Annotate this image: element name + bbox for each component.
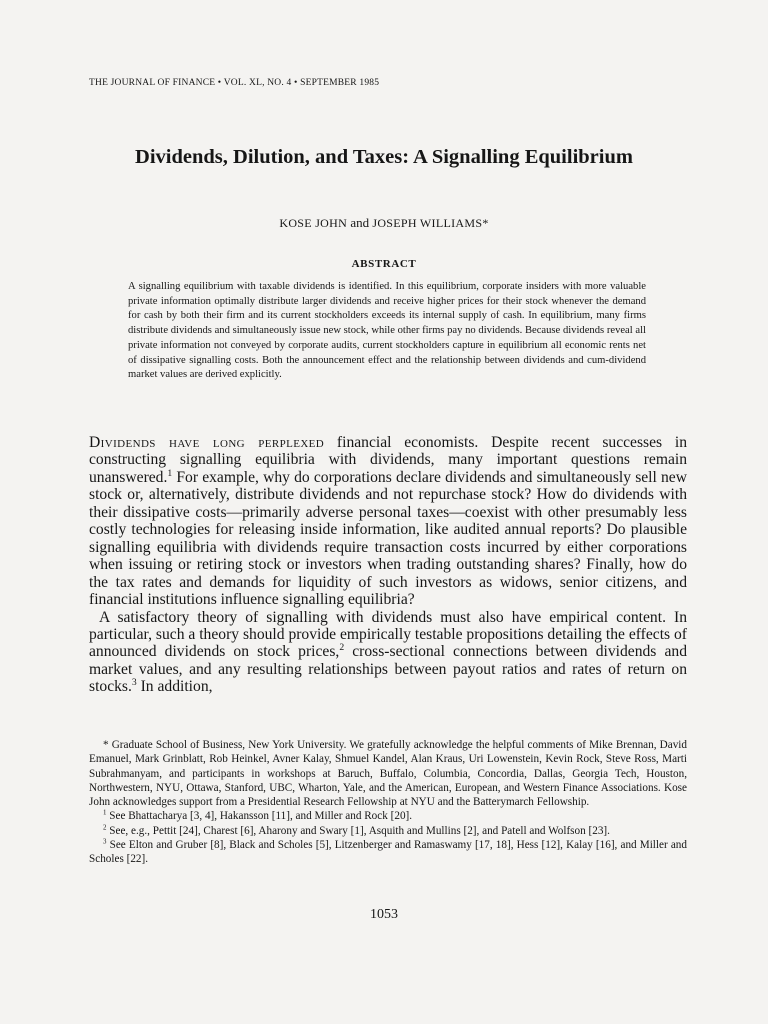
footnote-text: See, e.g., Pettit [24], Charest [6], Aharony and Swary [1], Asquith and Mullins [2], and Patell and Wolfson [23]. xyxy=(106,824,610,837)
abstract-text: A signalling equilibrium with taxable dividends is identified. In this equilibrium, corporate insiders with more valuable private information optimally distribute larger dividends and receive higher prices for their stock whenever the demand for cash by both their firm and its current stockholders exceeds its internal supply of cash. In equilibrium, many firms distribute dividends and simultaneously issue new stock, while other firms pay no dividends. Because dividends reveal all private information not conveyed by corporate audits, current stockholders capture in equilibrium all economic rents net of dissipative signalling costs. Both the announcement effect and the relationship between dividends and cum-dividend market values are derived explicitly. xyxy=(128,281,646,381)
footnotes xyxy=(89,738,687,867)
body-text xyxy=(89,434,687,696)
lead-in-small-caps: Dividends have long perplexed xyxy=(89,434,325,451)
paragraph-text: In addition, xyxy=(136,678,213,696)
footnote-mark: * xyxy=(103,739,109,751)
author-line xyxy=(0,215,768,231)
paragraph-text: For example, why do corporations declare dividends and simultaneously sell new stock or, alternatively, distribute dividends and not repurchase stock? How do dividends with their dissipative costs—primarily adverse personal taxes—coexist with other presumably less costly technologies for releasing inside information, like audited annual reports? Do plausible signalling equilibria with dividends require transaction costs incurred by either corporations when issuing or retiring stock or investors when trading outstanding shares? Finally, how do the tax rates and demands for liquidity of such investors as widows, senior citizens, and financial institutions influence signalling equilibria? xyxy=(89,468,687,609)
author-name: JOSEPH WILLIAMS xyxy=(372,216,483,230)
page-number: 1053 xyxy=(370,907,398,922)
footnote-2 xyxy=(89,824,687,838)
paragraph-text: A satisfactory theory of signalling with dividends must also have empirical content. In particular, such a theory should provide empirically testable propositions detailing the effects of announced dividends on stock prices, xyxy=(89,608,687,661)
abstract-heading: ABSTRACT xyxy=(351,258,417,270)
footnote-1 xyxy=(89,809,687,823)
footnote-3 xyxy=(89,838,687,867)
footnote-ref: 3 xyxy=(131,677,137,689)
paragraph-text: cross-sectional connections between dividends and market values, and any resulting relationships between payout ratios and rates of return on stocks. xyxy=(89,643,687,696)
footnote-text: See Bhattacharya [3, 4], Hakansson [11], and Miller and Rock [20]. xyxy=(106,810,413,823)
footnote-mark: 2 xyxy=(103,823,107,832)
footnote-text: See Elton and Gruber [8], Black and Scholes [5], Litzenberger and Ramaswamy [17, 18], Hess [12], Kalay [16], and Miller and Scholes [22]. xyxy=(89,839,687,866)
author-footnote-mark: * xyxy=(482,216,489,230)
footnote-ref: 1 xyxy=(167,467,173,479)
author-name: KOSE JOHN xyxy=(279,216,348,230)
article-title: Dividends, Dilution, and Taxes: A Signalling Equilibrium xyxy=(135,146,633,168)
footnote-ref: 2 xyxy=(339,642,345,654)
running-head: THE JOURNAL OF FINANCE • VOL. XL, NO. 4 • SEPTEMBER 1985 xyxy=(89,78,380,88)
author-conjunction: and xyxy=(347,215,373,230)
footnote-mark: 1 xyxy=(103,808,107,817)
body-paragraph xyxy=(89,609,687,696)
footnote-mark: 3 xyxy=(103,837,107,846)
paragraph-text: financial economists. Despite recent successes in constructing signalling equilibria with dividends, many important questions remain unanswered. xyxy=(89,434,687,486)
footnote-affiliation xyxy=(89,738,687,809)
body-paragraph xyxy=(89,434,687,609)
footnote-text: Graduate School of Business, New York University. We gratefully acknowledge the helpful comments of Mike Brennan, David Emanuel, Mark Grinblatt, Rob Heinkel, Avner Kalay, Shmuel Kandel, Alan Kraus, Uri Lowenstein, Kevin Rock, Steve Ross, Marti Subrahmanyam, and participants in workshops at Baruch, Buffalo, Columbia, Concordia, Dallas, Georgia Tech, Houston, Northwestern, NYU, Ottawa, Stanford, UBC, Wharton, Yale, and the American, European, and Western Finance Associations. Kose John acknowledges support from a Presidential Research Fellowship at NYU and the Batterymarch Fellowship. xyxy=(89,739,687,809)
